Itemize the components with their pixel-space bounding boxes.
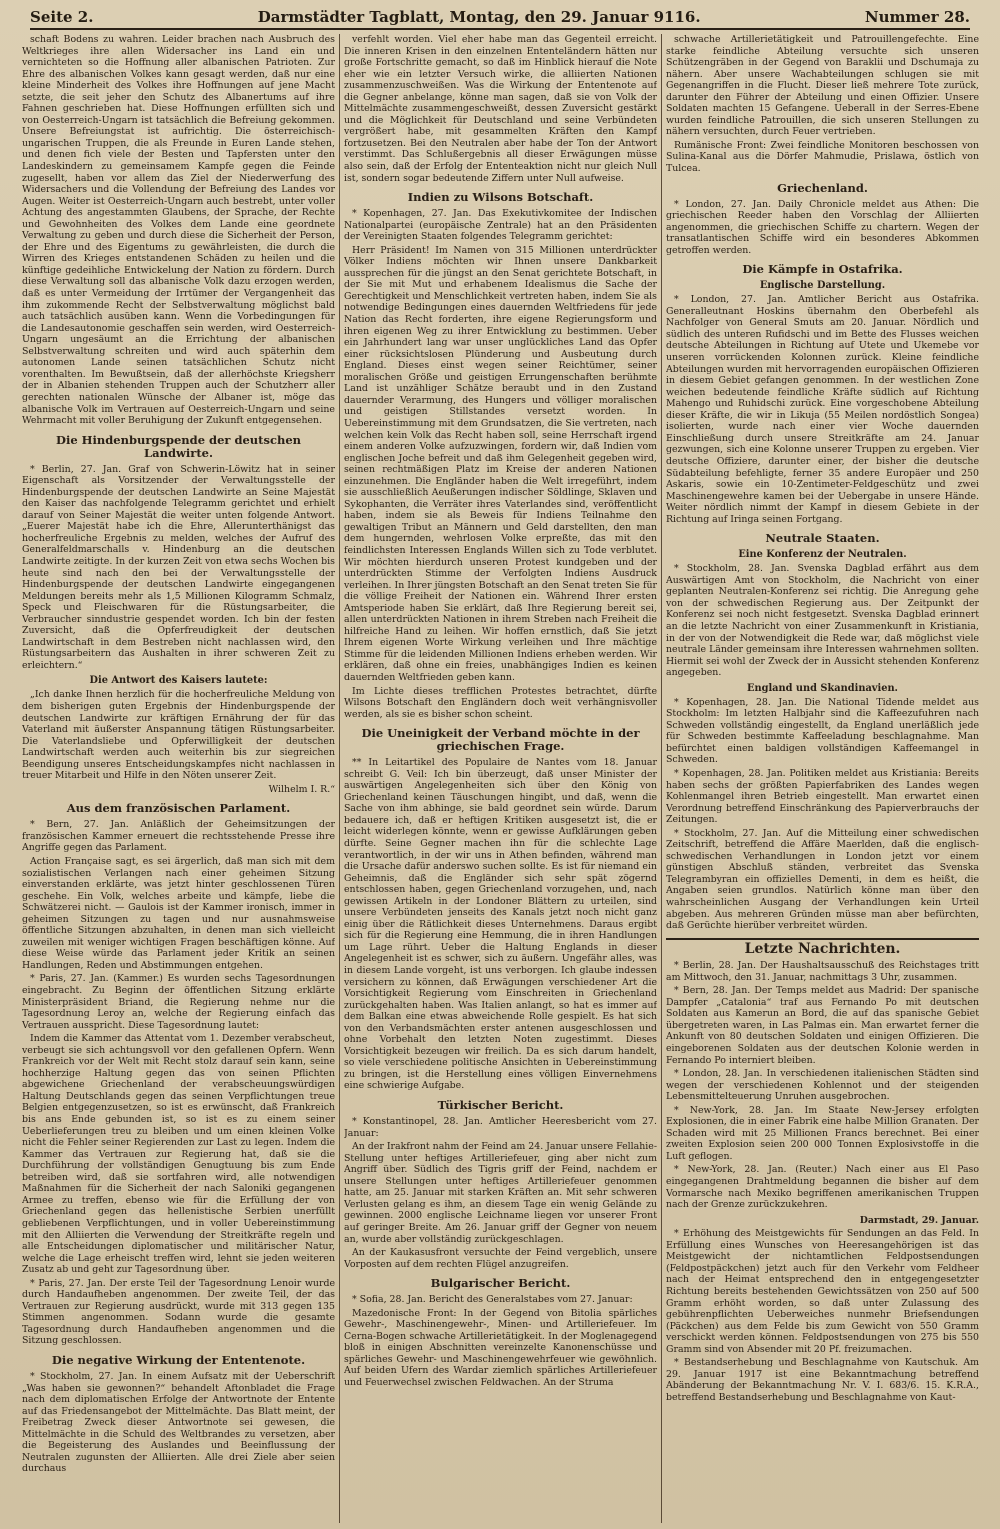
- article-headline: Neutrale Staaten.: [765, 531, 880, 546]
- page-number: Seite 2.: [30, 8, 94, 26]
- article-subheadline: England und Skandinavien.: [747, 682, 898, 694]
- article-text: Herr Präsident! Im Namen von 315 Millionen unterdrückter Völker Indiens möchten wir Ihnen unsere Dankbarkeit aussprechen für die jüngst an den Senat gerichtete Botschaft, in der Sie mit Mut und erhabenem Idealismus die Sache der Gerechtigkeit und Menschlichkeit vertreten haben, indem Sie als notwendige Bedingungen eines dauernden Weltfriedens für jede Nation das Recht forderten, ihre eigene Regierungsform und ihren eigenen Weg zu ihrer Entwicklung zu bestimmen. Ueber ein Jahrhundert lang war unser unglückliches Land das Opfer einer rücksichtslosen Plünderung und Ausbeutung durch England. Dieses einst wegen seiner Reichtümer, seiner moralischen Größe und geistigen Errungenschaften berühmte Land ist unzähliger Schätze beraubt und in den Zustand dauernder Verarmung, des Hungers und völliger moralischen und geistigen Stillstandes versetzt worden. In Uebereinstimmung mit dem Grundsatzen, die Sie vertreten, nach welchen kein Volk das Recht haben soll, seine Herrschaft irgend einem anderen Volke aufzuzwingen, fordern wir, daß Indien vom englischen Joche befreit und daß ihm Gelegenheit gegeben wird, seinen rechtmäßigen Platz im Kreise der anderen Nationen einzunehmen. Die Engländer haben die Welt irregeführt, indem sie ausschließlich Aeußerungen indischer Söldlinge, Sklaven und Sykophanten, die Verräter ihres Vaterlandes sind, veröffentlicht haben, indem sie als Beweis für Indiens Teilnahme den gewaltigen Tribut an Männern und Geld darstellten, den man dem hungernden, wehrlosen Volke erpreßte, das mit den feindlichsten Interessen Englands Willen sich zu Tode verblutet. Wir möchten hierdurch unseren Protest kundgeben und der unterdrückten Stimme der Verfolgten Indiens Ausdruck verleihen. In Ihrer jüngsten Botschaft an den Senat treten Sie für die völlige Freiheit der Nationen ein. Während Ihrer ersten Amtsperiode haben Sie erklärt, daß Ihre Regierung bereit sei, allen unterdrückten Nationen in ihrem Streben nach Freiheit die hilfreiche Hand zu leihen. Wir hoffen ernstlich, daß Sie jetzt Ihrem eigenen Worte Wirkung verleihen und Ihre mächtige Stimme für die leidenden Millionen Indiens erheben werden. Wir erklären, daß ohne ein freies, unabhängiges Indien es keinen dauernden Weltfrieden geben kann.: [344, 244, 657, 683]
- signature: Wilhelm I. R.“: [268, 783, 335, 795]
- article-text: * Bern, 27. Jan. Anläßlich der Geheimsitzungen der französischen Kammer erneuert die rechtsstehende Presse ihre Angriffe gegen das Parlament.: [22, 819, 335, 854]
- article-text: Rumänische Front: Zwei feindliche Monitoren beschossen von Sulina-Kanal aus die Dörfer Mahmudie, Prislawa, östlich von Tulcea.: [666, 139, 979, 175]
- article-text: * Bern, 28. Jan. Der Temps meldet aus Madrid: Der spanische Dampfer „Catalonia“ traf aus Fernando Po mit deutschen Soldaten aus Kamerun an Bord, die auf das spanische Gebiet übergetreten waren, in Las Palmas ein. Man erwartet ferner die Ankunft von 80 deutschen Soldaten und einigen Offizieren. Die eingeborenen Soldaten aus der deutschen Kolonie werden in Fernando Po interniert bleiben.: [666, 985, 979, 1066]
- article-text: Mazedonische Front: In der Gegend von Bitolia spärliches Gewehr-, Maschinengewehr-, Minen- und Artilleriefeuer. Im Cerna-Bogen schwache Artillerietätigkeit. In der Moglenagegend bloß in einigen Abschnitten vereinzelte Kanonenschüsse und spärliches Gewehr- und Maschinengewehrfeuer wie gewöhnlich. Auf beiden Ufern des Wardar ziemlich spärliches Artilleriefeuer und Feuerwechsel zwischen Feldwachen. An der Struma: [344, 1307, 657, 1388]
- article-text: * New-York, 28. Jan. Im Staate New-Jersey erfolgten Explosionen, die in einer Fabrik eine halbe Million Granaten. Der Schaden wird mit 25 Millionen Francs berechnet. Bei einer zweiten Explosion seien 200 000 Tonnen Explosivstoffe in die Luft geflogen.: [666, 1104, 979, 1162]
- article-text: * Paris, 27. Jan. Der erste Teil der Tagesordnung Lenoir wurde durch Handaufheben angenommen. Der zweite Teil, der das Vertrauen zur Regierung ausdrückt, wurde mit 313 gegen 135 Stimmen angenommen. Sodann wurde die gesamte Tagesordnung durch Handaufheben angenommen und die Sitzung geschlossen.: [22, 1277, 335, 1347]
- article-headline: Die negative Wirkung der Ententenote.: [51, 1352, 306, 1367]
- article-subheadline: Englische Darstellung.: [759, 280, 886, 292]
- article-text: * Paris, 27. Jan. (Kammer.) Es wurden sechs Tagesordnungen eingebracht. Zu Beginn der öffentlichen Sitzung erklärte Ministerpräsident Briand, die Regierung nehme nur die Tagesordnung Leroy an, welche der Regierung einfach das Vertrauen ausspricht. Diese Tagesordnung lautet:: [22, 973, 335, 1031]
- article-text: * Bestandserhebung und Beschlagnahme von Kautschuk. Am 29. Januar 1917 ist eine Bekanntmachung betreffend Abänderung der Bekanntmachung Nr. V. I. 683/6. 15. K.R.A., betreffend Bestandserhebung und Beschlagnahme von Kaut-: [666, 1357, 979, 1403]
- article-text: Im Lichte dieses trefflichen Protestes betrachtet, dürfte Wilsons Botschaft den Engländern doch weit verhängnisvoller werden, als sie es bisher schon scheint.: [344, 685, 657, 720]
- article-text: * Kopenhagen, 27. Jan. Das Exekutivkomitee der Indischen Nationalpartei (europäische Zentrale) hat an den Präsidenten der Vereinigten Staaten folgendes Telegramm gerichtet:: [344, 208, 657, 243]
- article-text: * London, 27. Jan. Daily Chronicle meldet aus Athen: Die griechischen Reeder haben den Vorschlag der Alliierten angenommen, die griechischen Schiffe zu chartern. Wegen der transatlantischen Schiffe wird ein besonderes Abkommen getroffen werden.: [666, 198, 979, 256]
- article-text: verfehlt worden. Viel eher habe man das Gegenteil erreicht. Die inneren Krisen in den einzelnen Ententeländern hätten nur große Fortschritte gemacht, so daß im Hinblick hierauf die Note eher wie ein letzter Versuch wirke, die alliierten Nationen zusammenzuschweißen. Was die Wirkung der Ententenote auf die Gegner anbelange, könne man sagen, daß sie von Volk der Mittelmächte zusammengeschweißt, dessen Zuversicht gestärkt und die Möglichkeit für Deutschland und seine Verbündeten vergrößert habe, mit gesammelten Kräften den Kampf fortzusetzen. Bei den Neutralen aber habe der Ton der Antwort verstimmt. Das Schlußergebnis all dieser Erwägungen müsse also sein, daß der Erfolg der Ententeaktion nicht nur gleich Null ist, sondern sogar bedeutende Ziffern unter Null aufweise.: [344, 34, 657, 184]
- article-subheadline: Die Antwort des Kaisers lautete:: [89, 675, 268, 687]
- article-text: ** In Leitartikel des Populaire de Nantes vom 18. Januar schreibt G. Veil: Ich bin überzeugt, daß unser Minister der auswärtigen Angelegenheiten sich über den König von Griechenland keinen Täuschungen hingibt, und daß, wenn die Sache von ihm abhinge, sie bald geordnet sein würde. Darum bedauere ich, daß er heftigen Kritiken ausgesetzt ist, die er leicht widerlegen könnte, wenn er gewisse Aufklärungen geben dürfte. Seine Gegner machen ihn für die schlechte Lage verantwortlich, in der wir uns in Athen befinden, während man die Ursache dafür anderswo suchen sollte. Es ist für niemand ein Geheimnis, daß die Engländer sich sehr spät zögernd entschlossen haben, gegen Griechenland vorzugehen, und, nach gewissen Artikeln in der Londoner Blättern zu urteilen, sind unsere Verbündeten jenseits des Kanals jetzt noch nicht ganz einig über die Rätlichkeit dieses Unternehmens. Daraus ergibt sich für die Regierung eine Hemmung, die in ihren Handlungen um Lage rührt. Ueber die Haltung Englands in dieser Angelegenheit ist es schwer, sich zu äußern. Ungefähr alles, was in diesem Lande vorgeht, ist uns verborgen. Ich glaube indessen versichern zu können, daß Erwägungen verschiedener Art die Vorsichtigkeit Regierung vom Einschreiten in Griechenland zurückgehalten haben. Was Italien anlangt, so hat es immer auf dem Balkan eine etwas abweichende Rolle gespielt. Es hat sich von den Verbandsmächten erster antenen ausgeschlossen und ohne Vorbehalt den letzten Noten zugestimmt. Dieses Vorsichtigkeit bezeugen wir freilich. Da es sich darum handelt, so viele verschiedene politische Ansichten in Uebereinstimmung zu bringen, ist die Herstellung eines völligen Einvernehmens eine schwierige Aufgabe.: [344, 757, 657, 1092]
- article-headline: Bulgarischer Bericht.: [430, 1276, 571, 1291]
- masthead: [30, 6, 970, 30]
- article-text: * Berlin, 27. Jan. Graf von Schwerin-Löwitz hat in seiner Eigenschaft als Vorsitzender der Verwaltungsstelle der Hindenburgspende der deutschen Landwirte an Seine Majestät den Kaiser das nachfolgende Telegramm gerichtet und erhielt darauf von Seiner Majestät die weiter unten folgende Antwort. „Euerer Majestät habe ich die Ehre, Allerunterthänigst das hocherfreuliche Ergebnis zu melden, welches der Aufruf des Generalfeldmarschalls v. Hindenburg an die deutschen Landwirte zeitigte. In der kurzen Zeit von etwa sechs Wochen bis heute sind nach den bei der Verwaltungsstelle der Hindenburgspende der deutschen Landwirte eingegangenen Meldungen bereits mehr als 1,5 Millionen Kilogramm Schmalz, Speck und Fleischwaren für die Rüstungsarbeiter, die Verbraucher sinndustrie gespendet worden. Ich bin der festen Zuversicht, daß die Opferfreudigkeit der deutschen Landwirtschaft in dem Bestreben nicht nachlassen wird, den Rüstungsarbeitern das Aushalten in ihrer schweren Zeit zu erleichtern.“: [22, 463, 335, 671]
- article-text: * Stockholm, 27. Jan. Auf die Mitteilung einer schwedischen Zeitschrift, betreffend die Affäre Maerlden, daß die englisch-schwedischen Verhandlungen in London jetzt vor einem günstigen Abschluß ständen, verbreitet das Svenska Telegrambyran ein offizielles Dementi, in dem es heißt, die Angaben seien grundlos. Natürlich könne man über den wahrscheinlichen Ausgang der Verhandlungen kein Urteil abgeben. Aus mehreren Gründen müsse man aber befürchten, daß Gerüchte hierüber verbreitet würden.: [666, 827, 979, 932]
- article-headline: Die Hindenburgspende der deutschen Landwirte.: [56, 432, 301, 460]
- article-text: * Sofia, 28. Jan. Bericht des Generalstabes vom 27. Januar:: [352, 1294, 633, 1306]
- section-headline: Letzte Nachrichten.: [666, 938, 979, 956]
- article-text: * New-York, 28. Jan. (Reuter.) Nach einer aus El Paso eingegangenen Drahtmeldung begannen die bisher auf dem Vormarsche nach Mexiko begriffenen amerikanischen Truppen nach der Grenze zurückzukehren.: [666, 1164, 979, 1211]
- column-3: [666, 34, 979, 1523]
- article-headline: Indien zu Wilsons Botschaft.: [407, 190, 594, 205]
- article-text: „Ich danke Ihnen herzlich für die hocherfreuliche Meldung von dem bisherigen guten Ergebnis der Hindenburgspende der deutschen Landwirte zur kräftigen Ernährung der für das Vaterland mit äußerster Anspannung tätigen Rüstungsarbeiter. Die Vaterlandsliebe und Opferwilligkeit der deutschen Landwirtschaft werden auch weiterhin bis zur siegreichen Beendigung unseres Entscheidungskampfes nicht nachlassen in treuer Mitarbeit und Hilfe in den Nöten unserer Zeit.: [22, 689, 335, 782]
- article-text: * Konstantinopel, 28. Jan. Amtlicher Heeresbericht vom 27. Januar:: [344, 1116, 657, 1139]
- article-text: * Kopenhagen, 28. Jan. Die National Tidende meldet aus Stockholm: Im letzten Halbjahr sind die Kaffeezufuhren nach Schweden vollständig eingestellt, da England unerläßlich jede für Schweden bestimmte Kaffeeladung beschlagnahme. Man befürchtet einen baldigen vollständigen Kaffeemangel in Schweden.: [666, 696, 979, 766]
- column-2: [344, 34, 657, 1523]
- article-text: schaft Bodens zu wahren. Leider brachen nach Ausbruch des Weltkrieges ihre allen Widersacher ins Land ein und vernichteten so die Hoffnung aller albanischen Patrioten. Zur Ehre des albanischen Volkes kann gesagt werden, daß nur eine kleine Minderheit des Volkes ihre Hoffnungen auf jene Macht setzte, die seit jeher den Schutz des Albanertums auf ihre Fahnen geschrieben hat. Diese Hoffnungen erfüllten sich und von Oesterreich-Ungarn ist tatsächlich die Befreiung gekommen. Unsere Befreiungstat ist aufrichtig. Die österreichisch-ungarischen Truppen, die als Freunde in Euren Lande stehen, und denen fich viele der Besten und Tapfersten unter den Landeskindern zu gemeinsamem Kampfe gegen die Feinde zugesellt, haben vor allem das Ziel der Niederwerfung des Widersachers und die Vollendung der Befreiung des Landes vor Augen. Weiter ist Oesterreich-Ungarn auch bestrebt, unter voller Achtung des angestammten Glaubens, der Sprache, der Rechte und Gewohnheiten des Volkes dem Lande eine geordnete Verwaltung zu geben und durch diese die Sicherheit der Person, der Ehre und des Eigentums zu gewährleisten, die durch die Wirren des Krieges entstandenen Schäden zu heilen und die künftige gedeihliche Entwickelung der Nation zu fördern. Durch diese Verwaltung soll das albanische Volk dazu erzogen werden, daß es unter Vermeidung der Irrtümer der Vergangenheit das ihm zukommende Recht der Selbstverwaltung möglichst bald auch tatsächlich ausüben kann. Wenn die Vorbedingungen für die Landesautonomie geschaffen sein werden, wird Oesterreich-Ungarn ungesäumt an die Errichtung der albanischen Selbstverwaltung schreiten und wird auch späterhin dem autonomen Lande seinen tatsächlichen Schutz nicht vorenthalten. Im Bewußtsein, daß der allerhöchste Kriegsherr der in Albanien stehenden Truppen auch der Schutzherr aller gerechten nationalen Wünsche der Albaner ist, möge das albanische Volk im Vertrauen auf Oesterreich-Ungarn und seine Wehrmacht mit voller Beruhigung der Zukunft entgegensehen.: [22, 34, 335, 427]
- article-text: Indem die Kammer das Attentat vom 1. Dezember verabscheut, verbeugt sie sich achtungsvoll vor den gefallenen Opfern. Wenn Frankreich vor der Welt mit Recht stolz darauf sein kann, seine hochherzige Haltung gegen das von seinen Pflichten abgewichene Griechenland der verabscheuungswürdigen Haltung Deutschlands gegen das seinen Verpflichtungen treue Belgien entgegenzusetzen, so ist es erwünscht, daß Frankreich bis ans Ende gebunden ist, so ist es zu einem seiner Ueberlieferungen treu zu bleiben und um einen kleinen Volke nicht die Fehler seiner Regierenden zur Last zu legen. Indem die Kammer das Vertrauen zur Regierung hat, daß sie die Durchführung der vollständigen Genugtuung bis zum Ende betreiben wird, daß sie sortfahren wird, alle notwendigen Maßnahmen für die Sicherheit der nach Saloniki gegangenen Armee zu treffen, ebenso wie für die Erfüllung der von Griechenland gegen das hellenistische Serbien unerfüllt gebliebenen Verpflichtungen, und in voller Uebereinstimmung mit den Alliierten die Verwendung der Streitkräfte regeln und alle Entscheidungen diplomatischer und militärischer Natur, welche die Lage erheischt treffen wird, lehnt sie jeden weiteren Zusatz ab und geht zur Tagesordnung über.: [22, 1033, 335, 1276]
- article-headline: Die Uneinigkeit der Verband möchte in der griechischen Frage.: [361, 726, 640, 754]
- article-text: * London, 28. Jan. In verschiedenen italienischen Städten sind wegen der verschiedenen Kohlennot und der steigenden Lebensmittelteuerung Unruhen ausgebrochen.: [666, 1068, 979, 1103]
- column-1: [22, 34, 335, 1523]
- article-text: * London, 27. Jan. Amtlicher Bericht aus Ostafrika. Generalleutnant Hoskins übernahm den Oberbefehl als Nachfolger von General Smuts am 20. Januar. Nördlich und südlich des unteren Rufidschi und im Bette des Flusses weichen deutsche Abteilungen in Richtung auf Utete und Ukemebe vor unseren vorrückenden Kolonnen zurück. Kleine feindliche Abteilungen wurden mit hervorragenden europäischen Offizieren in diesem Gebiet gefangen genommen. In der westlichen Zone weichen bedeutende feindliche Kräfte südlich auf Richtung Mahengo und Ruhidschi zurück. Eine vorgeschobene Abteilung dieser Kräfte, die wir in Likuja (55 Meilen nordöstlich Songea) isolierten, wurde nach einer vier Woche dauernden Einschließung durch unsere Streitkräfte am 24. Januar gezwungen, sich eine Kolonne unserer Truppen zu ergeben. Vier deutsche Offiziere, darunter einer, der bisher die deutsche Südabteilung befehligte, ferner 35 andere Europäer und 250 Askaris, sowie ein 10-Zentimeter-Feldgeschütz und zwei Maschinengewehre kamen bei der Uebergabe in unsere Hände. Weiter nördlich nimmt der Kampf in diesem Gebiete in der Richtung auf Iringa seinen Fortgang.: [666, 294, 979, 525]
- column-divider: [339, 34, 340, 1523]
- article-text: * Berlin, 28. Jan. Der Haushaltsausschuß des Reichstages tritt am Mittwoch, den 31. Januar, nachmittags 3 Uhr, zusammen.: [666, 960, 979, 983]
- article-headline: Griechenland.: [777, 180, 868, 195]
- article-text: An der Kaukasusfront versuchte der Feind vergeblich, unsere Vorposten auf dem rechten Flügel anzugreifen.: [344, 1247, 657, 1270]
- article-headline: Die Kämpfe in Ostafrika.: [742, 262, 903, 277]
- issue-number: Nummer 28.: [864, 8, 970, 26]
- article-headline: Aus dem französischen Parlament.: [66, 801, 291, 816]
- article-text: * Stockholm, 27. Jan. In einem Aufsatz mit der Ueberschrift „Was haben sie gewonnen?“ behandelt Aftonbladet die Frage nach dem diplomatischen Erfolge der Antwortnote der Entente auf das Friedensangebot der Mittelmächte. Das Blatt meint, der Freibetrag Zweck dieser Antwortnote sei gewesen, die Mittelmächte in die Schuld des Weltbrandes zu versetzen, aber die Begeisterung des Auslandes und Beeinflussung der Neutralen zugunsten der Alliierten. Alle drei Ziele aber seien durchaus: [22, 1370, 335, 1475]
- local-dateline: Darmstadt, 29. Januar.: [859, 1214, 979, 1226]
- article-text: * Erhöhung des Meistgewichts für Sendungen an das Feld. In Erfüllung eines Wunsches von Heeresangehörigen ist das Meistgewicht der nichtamtlichen Feldpostsendungen (Feldpostpäckchen) jetzt auch für den Verkehr vom Feldheer nach der Heimat entsprechend den in entgegengesetzter Richtung bereits bestehenden Gewichtssätzen von 250 auf 500 Gramm erhöht worden, so daß unter Zulassung des gebührenpflichten Ueberweiches nunmehr Briefsendungen (Päckchen) aus dem Felde bis zum Gewicht von 550 Gramm verschickt werden können. Feldpostsendungen von 275 bis 550 Gramm sind von Absender mit 20 Pf. freizumachen.: [666, 1228, 979, 1355]
- newspaper-title-date: Darmstädter Tagblatt, Montag, den 29. Januar 9116.: [257, 8, 701, 26]
- columns: [22, 34, 978, 1523]
- article-text: Action Française sagt, es sei ärgerlich, daß man sich mit dem sozialistischen Verlangen nach einer geheimen Sitzung einverstanden erklärte, was jetzt hinter geschlossenen Türen geschehe. Ein Volk, welches arbeite und kämpfe, liebe die Schwätzerei nicht. — Gaulois ist der Kammer ironisch, immer in geheimen Sitzungen zu tagen und nur ausnahmsweise öffentliche Sitzungen abzuhalten, in denen man sich vielleicht zuweilen mit weniger wichtigen Fragen beschäftigen könne. Auf diese Weise würde das Parlament jeder Kritik an seinen Handlungen, Reden und Abstimmungen entgehen.: [22, 856, 335, 971]
- article-subheadline: Eine Konferenz der Neutralen.: [738, 549, 907, 561]
- article-text: * Kopenhagen, 28. Jan. Politiken meldet aus Kristiania: Bereits haben sechs der größten Papierfabriken des Landes wegen Kohlenmangel ihren Betrieb eingestellt. Man erwartet einen Verordnung betreffend Einschränkung des Papierverbrauchs der Zeitungen.: [666, 767, 979, 826]
- article-headline: Türkischer Bericht.: [437, 1098, 564, 1113]
- article-text: schwache Artillerietätigkeit und Patrouillengefechte. Eine starke feindliche Abteilung versuchte sich unseren Schützengräben in der Gegend von Baraklii und Dschumaja zu nähern. Aber unsere Wachabteilungen schlugen sie mit Gegenangriffen in die Flucht. Dieser ließ mehrere Tote zurück, darunter den Führer der Abteilung und einen Offizier. Unsere Soldaten machten 15 Gefangene. Ueberall in der Serres-Ebene wurden feindliche Patrouillen, die sich unseren Stellungen zu nähern versuchten, durch Feuer vertrieben.: [666, 34, 979, 138]
- article-text: * Stockholm, 28. Jan. Svenska Dagblad erfährt aus dem Auswärtigen Amt von Stockholm, die Nachricht von einer geplanten Neutralen-Konferenz sei richtig. Die Anregung gehe von der schwedischen Regierung aus. Der Zeitpunkt der Konferenz sei noch nicht festgesetzt. Svenska Dagblad erinnert an die letzte Nachricht von einer Zusammenkunft in Kristiania, in der von der Notwendigkeit die Rede war, daß möglichst viele neutrale Länder gemeinsam ihre Interessen wahrnehmen sollten. Hiermit sei wohl der Zweck der in Aussicht stehenden Konferenz angegeben.: [666, 563, 979, 679]
- column-divider: [661, 34, 662, 1523]
- article-text: An der Irakfront nahm der Feind am 24. Januar unsere Fellahie-Stellung unter heftiges Artilleriefeuer, ging aber nicht zum Angriff über. Südlich des Tigris griff der Feind, nachdem er unsere Stellungen unter heftiges Artilleriefeuer genommen hatte, am 25. Januar mit starken Kräften an. Mit sehr schweren Verlusten gelang es ihm, an diesem Tage ein wenig Gelände zu gewinnen. 2000 englische Leichname liegen vor unserer Front auf geringer Breite. Am 26. Januar griff der Gegner von neuem an, wurde aber vollständig zurückgeschlagen.: [344, 1141, 657, 1245]
